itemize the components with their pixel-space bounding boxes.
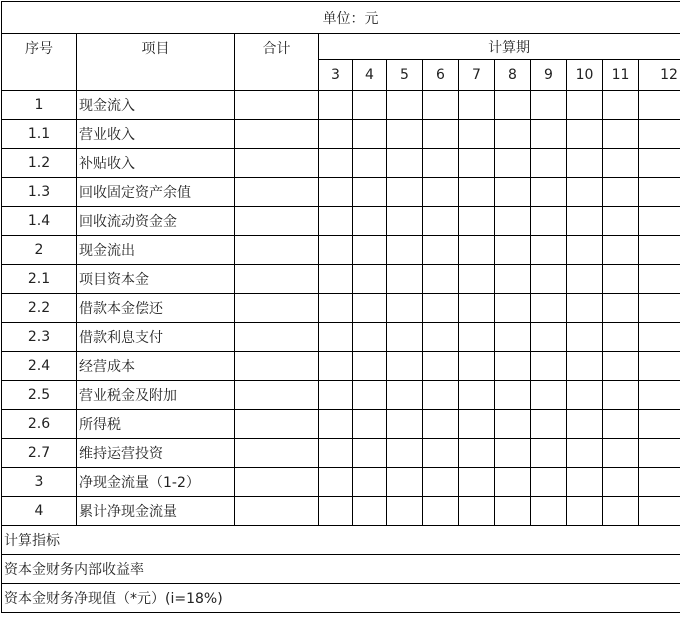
period-cell bbox=[387, 207, 423, 236]
row-seq: 2.5 bbox=[2, 381, 77, 410]
row-seq: 1.2 bbox=[2, 149, 77, 178]
period-cell bbox=[567, 265, 603, 294]
period-cell bbox=[319, 323, 353, 352]
period-cell bbox=[531, 149, 567, 178]
row-item: 净现金流量（1-2） bbox=[77, 468, 235, 497]
period-cell bbox=[495, 149, 531, 178]
unit-label: 单位：元 bbox=[2, 2, 680, 34]
period-cell bbox=[531, 265, 567, 294]
table-row bbox=[2, 323, 680, 352]
total-cell bbox=[235, 207, 319, 236]
period-cell bbox=[319, 497, 353, 526]
row-seq: 2.7 bbox=[2, 439, 77, 468]
period-cell bbox=[567, 178, 603, 207]
period-header-cell: 12 bbox=[639, 60, 680, 91]
total-cell bbox=[235, 149, 319, 178]
period-cell bbox=[423, 410, 459, 439]
period-cell bbox=[459, 352, 495, 381]
period-cell bbox=[353, 265, 387, 294]
period-cell bbox=[567, 468, 603, 497]
period-cell bbox=[531, 120, 567, 149]
period-cell bbox=[319, 91, 353, 120]
period-cell bbox=[531, 207, 567, 236]
indicator-label: 资本金财务净现值（*元）(i=18%) bbox=[2, 584, 680, 613]
period-header-cell: 11 bbox=[603, 60, 639, 91]
period-cell bbox=[639, 91, 680, 120]
period-cell bbox=[353, 323, 387, 352]
period-cell bbox=[423, 323, 459, 352]
period-cell bbox=[531, 381, 567, 410]
row-seq: 4 bbox=[2, 497, 77, 526]
row-item: 回收固定资产余值 bbox=[77, 178, 235, 207]
row-seq: 1.4 bbox=[2, 207, 77, 236]
period-cell bbox=[603, 410, 639, 439]
period-cell bbox=[387, 410, 423, 439]
period-cell bbox=[639, 294, 680, 323]
period-cell bbox=[639, 439, 680, 468]
period-cell bbox=[603, 91, 639, 120]
period-cell bbox=[387, 468, 423, 497]
period-cell bbox=[353, 294, 387, 323]
period-cell bbox=[531, 236, 567, 265]
table-row bbox=[2, 352, 680, 381]
period-cell bbox=[567, 439, 603, 468]
row-item: 所得税 bbox=[77, 410, 235, 439]
period-cell bbox=[531, 468, 567, 497]
period-cell bbox=[387, 439, 423, 468]
table-row bbox=[2, 236, 680, 265]
period-cell bbox=[567, 410, 603, 439]
period-cell bbox=[567, 323, 603, 352]
row-seq: 2 bbox=[2, 236, 77, 265]
period-cell bbox=[603, 497, 639, 526]
row-seq: 2.6 bbox=[2, 410, 77, 439]
period-header-cell: 5 bbox=[387, 60, 423, 91]
row-item: 借款利息支付 bbox=[77, 323, 235, 352]
total-cell bbox=[235, 410, 319, 439]
period-cell bbox=[459, 410, 495, 439]
row-seq: 2.3 bbox=[2, 323, 77, 352]
period-cell bbox=[603, 149, 639, 178]
period-cell bbox=[319, 439, 353, 468]
period-cell bbox=[459, 236, 495, 265]
row-item: 经营成本 bbox=[77, 352, 235, 381]
period-cell bbox=[387, 149, 423, 178]
period-cell bbox=[567, 497, 603, 526]
period-cell bbox=[387, 178, 423, 207]
period-cell bbox=[319, 236, 353, 265]
period-cell bbox=[319, 352, 353, 381]
period-cell bbox=[353, 91, 387, 120]
table-row bbox=[2, 468, 680, 497]
period-cell bbox=[319, 468, 353, 497]
total-cell bbox=[235, 497, 319, 526]
period-cell bbox=[387, 265, 423, 294]
period-cell bbox=[353, 149, 387, 178]
period-cell bbox=[423, 294, 459, 323]
period-cell bbox=[567, 236, 603, 265]
period-cell bbox=[639, 323, 680, 352]
period-cell bbox=[423, 149, 459, 178]
period-cell bbox=[459, 468, 495, 497]
period-header-cell: 3 bbox=[319, 60, 353, 91]
period-cell bbox=[603, 236, 639, 265]
indicator-row bbox=[2, 584, 680, 613]
period-cell bbox=[423, 381, 459, 410]
row-item: 营业税金及附加 bbox=[77, 381, 235, 410]
period-cell bbox=[423, 120, 459, 149]
period-cell bbox=[495, 294, 531, 323]
period-cell bbox=[459, 381, 495, 410]
header-seq: 序号 bbox=[2, 34, 77, 91]
period-cell bbox=[531, 497, 567, 526]
row-item: 现金流出 bbox=[77, 236, 235, 265]
period-cell bbox=[531, 352, 567, 381]
period-header-cell: 9 bbox=[531, 60, 567, 91]
period-cell bbox=[319, 120, 353, 149]
period-cell bbox=[639, 120, 680, 149]
table-row bbox=[2, 497, 680, 526]
period-cell bbox=[387, 120, 423, 149]
period-cell bbox=[603, 439, 639, 468]
period-cell bbox=[319, 178, 353, 207]
table-row bbox=[2, 207, 680, 236]
period-cell bbox=[423, 207, 459, 236]
period-cell bbox=[353, 352, 387, 381]
period-cell bbox=[495, 381, 531, 410]
period-cell bbox=[567, 381, 603, 410]
period-cell bbox=[353, 381, 387, 410]
row-item: 累计净现金流量 bbox=[77, 497, 235, 526]
period-cell bbox=[531, 294, 567, 323]
period-cell bbox=[423, 91, 459, 120]
indicator-label: 资本金财务内部收益率 bbox=[2, 555, 680, 584]
row-item: 现金流入 bbox=[77, 91, 235, 120]
period-cell bbox=[603, 323, 639, 352]
period-cell bbox=[353, 439, 387, 468]
period-cell bbox=[495, 410, 531, 439]
row-item: 借款本金偿还 bbox=[77, 294, 235, 323]
table-row bbox=[2, 120, 680, 149]
period-cell bbox=[531, 439, 567, 468]
period-header-cell: 7 bbox=[459, 60, 495, 91]
period-cell bbox=[387, 352, 423, 381]
period-cell bbox=[319, 294, 353, 323]
indicator-row bbox=[2, 526, 680, 555]
period-cell bbox=[353, 178, 387, 207]
period-cell bbox=[459, 207, 495, 236]
period-cell bbox=[459, 120, 495, 149]
period-cell bbox=[459, 497, 495, 526]
period-cell bbox=[567, 149, 603, 178]
indicator-label: 计算指标 bbox=[2, 526, 680, 555]
period-cell bbox=[423, 178, 459, 207]
period-cell bbox=[459, 149, 495, 178]
period-cell bbox=[459, 178, 495, 207]
period-cell bbox=[639, 352, 680, 381]
table-row bbox=[2, 178, 680, 207]
period-cell bbox=[639, 149, 680, 178]
row-item: 营业收入 bbox=[77, 120, 235, 149]
row-seq: 2.4 bbox=[2, 352, 77, 381]
period-cell bbox=[639, 207, 680, 236]
total-cell bbox=[235, 352, 319, 381]
period-cell bbox=[567, 91, 603, 120]
period-cell bbox=[531, 410, 567, 439]
total-cell bbox=[235, 265, 319, 294]
total-cell bbox=[235, 468, 319, 497]
period-cell bbox=[603, 178, 639, 207]
period-cell bbox=[319, 149, 353, 178]
period-cell bbox=[353, 236, 387, 265]
table-row bbox=[2, 294, 680, 323]
header-period: 计算期 bbox=[319, 34, 680, 60]
header-item: 项目 bbox=[77, 34, 235, 91]
period-cell bbox=[495, 120, 531, 149]
table-row bbox=[2, 439, 680, 468]
row-seq: 1 bbox=[2, 91, 77, 120]
period-cell bbox=[603, 120, 639, 149]
header-total: 合计 bbox=[235, 34, 319, 91]
total-cell bbox=[235, 120, 319, 149]
period-cell bbox=[639, 381, 680, 410]
period-cell bbox=[639, 468, 680, 497]
row-seq: 1.3 bbox=[2, 178, 77, 207]
period-cell bbox=[319, 207, 353, 236]
period-cell bbox=[531, 323, 567, 352]
total-cell bbox=[235, 439, 319, 468]
period-cell bbox=[603, 468, 639, 497]
period-cell bbox=[495, 352, 531, 381]
period-cell bbox=[423, 497, 459, 526]
period-cell bbox=[567, 352, 603, 381]
period-cell bbox=[387, 236, 423, 265]
period-cell bbox=[387, 381, 423, 410]
period-cell bbox=[567, 120, 603, 149]
period-header-cell: 8 bbox=[495, 60, 531, 91]
period-cell bbox=[423, 352, 459, 381]
period-cell bbox=[459, 439, 495, 468]
period-cell bbox=[495, 497, 531, 526]
period-cell bbox=[319, 410, 353, 439]
period-cell bbox=[603, 207, 639, 236]
table-row bbox=[2, 149, 680, 178]
period-cell bbox=[353, 497, 387, 526]
period-cell bbox=[639, 497, 680, 526]
period-cell bbox=[319, 381, 353, 410]
period-cell bbox=[353, 468, 387, 497]
table-row bbox=[2, 91, 680, 120]
period-cell bbox=[423, 468, 459, 497]
period-cell bbox=[353, 207, 387, 236]
period-cell bbox=[423, 439, 459, 468]
row-item: 项目资本金 bbox=[77, 265, 235, 294]
indicator-row bbox=[2, 555, 680, 584]
period-cell bbox=[639, 265, 680, 294]
total-cell bbox=[235, 294, 319, 323]
row-seq: 2.1 bbox=[2, 265, 77, 294]
period-cell bbox=[319, 265, 353, 294]
period-cell bbox=[387, 497, 423, 526]
period-cell bbox=[387, 91, 423, 120]
period-cell bbox=[459, 91, 495, 120]
period-cell bbox=[459, 323, 495, 352]
row-item: 补贴收入 bbox=[77, 149, 235, 178]
total-cell bbox=[235, 178, 319, 207]
period-cell bbox=[603, 265, 639, 294]
period-cell bbox=[353, 120, 387, 149]
period-cell bbox=[423, 265, 459, 294]
period-cell bbox=[495, 91, 531, 120]
period-cell bbox=[639, 178, 680, 207]
period-cell bbox=[531, 178, 567, 207]
row-seq: 2.2 bbox=[2, 294, 77, 323]
period-cell bbox=[603, 294, 639, 323]
row-seq: 1.1 bbox=[2, 120, 77, 149]
period-cell bbox=[495, 265, 531, 294]
period-header-cell: 10 bbox=[567, 60, 603, 91]
period-header-cell: 6 bbox=[423, 60, 459, 91]
table-row bbox=[2, 265, 680, 294]
period-cell bbox=[567, 294, 603, 323]
period-cell bbox=[567, 207, 603, 236]
total-cell bbox=[235, 91, 319, 120]
table-row bbox=[2, 381, 680, 410]
period-cell bbox=[495, 178, 531, 207]
total-cell bbox=[235, 381, 319, 410]
period-cell bbox=[495, 323, 531, 352]
period-cell bbox=[459, 294, 495, 323]
period-cell bbox=[387, 323, 423, 352]
period-cell bbox=[459, 265, 495, 294]
total-cell bbox=[235, 236, 319, 265]
period-cell bbox=[387, 294, 423, 323]
row-item: 回收流动资金金 bbox=[77, 207, 235, 236]
total-cell bbox=[235, 323, 319, 352]
period-cell bbox=[495, 236, 531, 265]
period-cell bbox=[495, 439, 531, 468]
period-cell bbox=[603, 381, 639, 410]
period-cell bbox=[531, 91, 567, 120]
period-cell bbox=[353, 410, 387, 439]
row-seq: 3 bbox=[2, 468, 77, 497]
period-cell bbox=[639, 236, 680, 265]
period-cell bbox=[639, 410, 680, 439]
period-header-cell: 4 bbox=[353, 60, 387, 91]
cash-flow-table bbox=[1, 1, 680, 613]
period-cell bbox=[495, 207, 531, 236]
period-cell bbox=[603, 352, 639, 381]
period-cell bbox=[423, 236, 459, 265]
row-item: 维持运营投资 bbox=[77, 439, 235, 468]
period-cell bbox=[495, 468, 531, 497]
table-row bbox=[2, 410, 680, 439]
